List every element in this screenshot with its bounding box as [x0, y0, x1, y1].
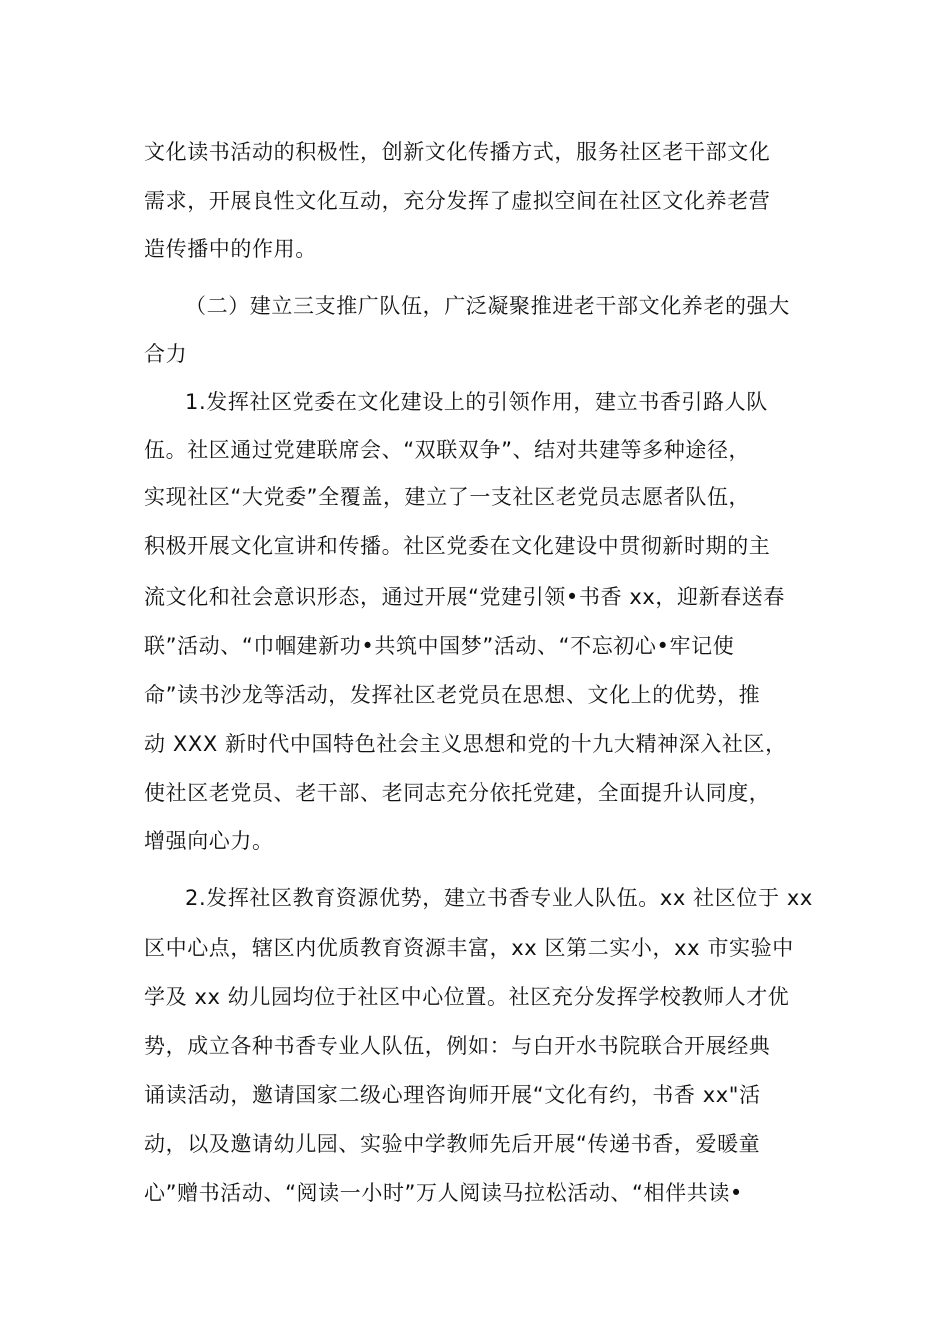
section-heading: （二）建立三支推广队伍，广泛凝聚推进老干部文化养老的强大 — [185, 294, 790, 318]
text-line: 积极开展文化宣讲和传播。社区党委在文化建设中贯彻新时期的主 — [144, 534, 771, 558]
text-line: 心”赠书活动、“阅读一小时”万人阅读马拉松活动、“相伴共读• — [144, 1181, 743, 1205]
text-line: 使社区老党员、老干部、老同志充分依托党建，全面提升认同度， — [144, 781, 771, 805]
text-line: 区中心点，辖区内优质教育资源丰富，xx 区第二实小，xx 市实验中 — [144, 936, 794, 960]
text-line: 动 XXX 新时代中国特色社会主义思想和党的十九大精神深入社区， — [144, 732, 787, 756]
text-line: 联”活动、“巾帼建新功•共筑中国梦”活动、“不忘初心•牢记使 — [144, 634, 735, 658]
paragraph-2-start: 2.发挥社区教育资源优势，建立书香专业人队伍。xx 社区位于 xx — [185, 886, 813, 910]
text-line: 增强向心力。 — [144, 829, 274, 853]
text-line: 文化读书活动的积极性，创新文化传播方式，服务社区老干部文化 — [144, 140, 771, 164]
text-line: 学及 xx 幼儿园均位于社区中心位置。社区充分发挥学校教师人才优 — [144, 985, 790, 1009]
text-line: 伍。社区通过党建联席会、“双联双争”、结对共建等多种途径， — [144, 438, 751, 462]
section-heading-continued: 合力 — [144, 342, 188, 366]
text-line: 造传播中的作用。 — [144, 237, 317, 261]
text-line: 流文化和社会意识形态，通过开展“党建引领•书香 xx，迎新春送春 — [144, 585, 785, 609]
paragraph-1-start: 1.发挥社区党委在文化建设上的引领作用，建立书香引路人队 — [185, 390, 768, 414]
text-line: 实现社区“大党委”全覆盖，建立了一支社区老党员志愿者队伍， — [144, 485, 751, 509]
text-line: 动，以及邀请幼儿园、实验中学教师先后开展“传递书香，爱暖童 — [144, 1132, 761, 1156]
text-line: 势，成立各种书香专业人队伍，例如：与白开水书院联合开展经典 — [144, 1034, 771, 1058]
text-line: 需求，开展良性文化互动，充分发挥了虚拟空间在社区文化养老营 — [144, 189, 771, 213]
text-line: 命”读书沙龙等活动，发挥社区老党员在思想、文化上的优势，推 — [144, 683, 761, 707]
text-line: 诵读活动，邀请国家二级心理咨询师开展“文化有约，书香 xx"活 — [144, 1083, 761, 1107]
